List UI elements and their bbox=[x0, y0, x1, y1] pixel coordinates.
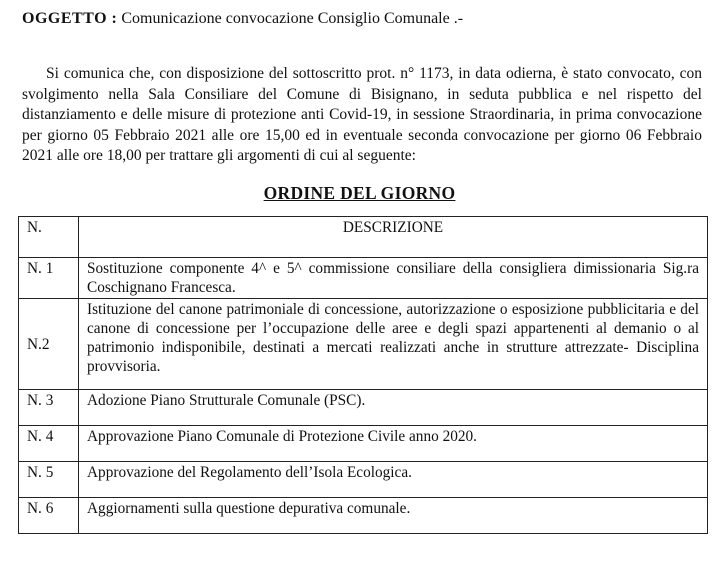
header-number: N. bbox=[19, 217, 79, 258]
item-description: Sostituzione componente 4^ e 5^ commissione consiliare della consigliera dimissionaria Sig.ra Coschignano Francesca. bbox=[79, 258, 708, 299]
item-description: Istituzione del canone patrimoniale di concessione, autorizzazione o esposizione pubblicitaria e del canone di concessione per l’occupazione delle aree e degli spazi appartenenti al demanio o al patrimonio indisponibile, destinati a mercati realizzati anche in strutture attrezzate- Disciplina provvisoria. bbox=[79, 299, 708, 390]
item-number: N. 5 bbox=[19, 462, 79, 498]
item-description: Approvazione del Regolamento dell’Isola Ecologica. bbox=[79, 462, 708, 498]
item-number: N. 6 bbox=[19, 498, 79, 534]
item-description: Approvazione Piano Comunale di Protezione Civile anno 2020. bbox=[79, 426, 708, 462]
item-description: Adozione Piano Strutturale Comunale (PSC). bbox=[79, 390, 708, 426]
item-number: N. 1 bbox=[19, 258, 79, 299]
subject-text: Comunicazione convocazione Consiglio Comunale .- bbox=[121, 10, 464, 27]
body-paragraph: Si comunica che, con disposizione del sottoscritto prot. n° 1173, in data odierna, è stato convocato, con svolgimento nella Sala Consiliare del Comune di Bisignano, in seduta pubblica e nel rispetto del distanziamento e delle misure di protezione anti Covid-19, in sessione Straordinaria, in prima convocazione per giorno 05 Febbraio 2021 alle ore 15,00 ed in eventuale seconda convocazione per giorno 06 Febbraio 2021 alle ore 18,00 per trattare gli argomenti di cui al seguente: bbox=[22, 65, 702, 164]
agenda-header-row bbox=[19, 217, 708, 258]
item-description: Aggiornamenti sulla questione depurativa comunale. bbox=[79, 498, 708, 534]
table-row bbox=[19, 498, 708, 534]
item-number: N. 4 bbox=[19, 426, 79, 462]
subject-line bbox=[22, 10, 463, 28]
subject-label: OGGETTO : bbox=[22, 10, 118, 27]
agenda-table bbox=[18, 216, 708, 534]
item-number: N. 3 bbox=[19, 390, 79, 426]
table-row bbox=[19, 426, 708, 462]
table-row bbox=[19, 462, 708, 498]
table-row bbox=[19, 299, 708, 390]
table-row bbox=[19, 390, 708, 426]
header-description: DESCRIZIONE bbox=[79, 217, 708, 258]
agenda-title: ORDINE DEL GIORNO bbox=[263, 183, 456, 203]
table-row bbox=[19, 258, 708, 299]
item-number: N.2 bbox=[19, 299, 79, 390]
